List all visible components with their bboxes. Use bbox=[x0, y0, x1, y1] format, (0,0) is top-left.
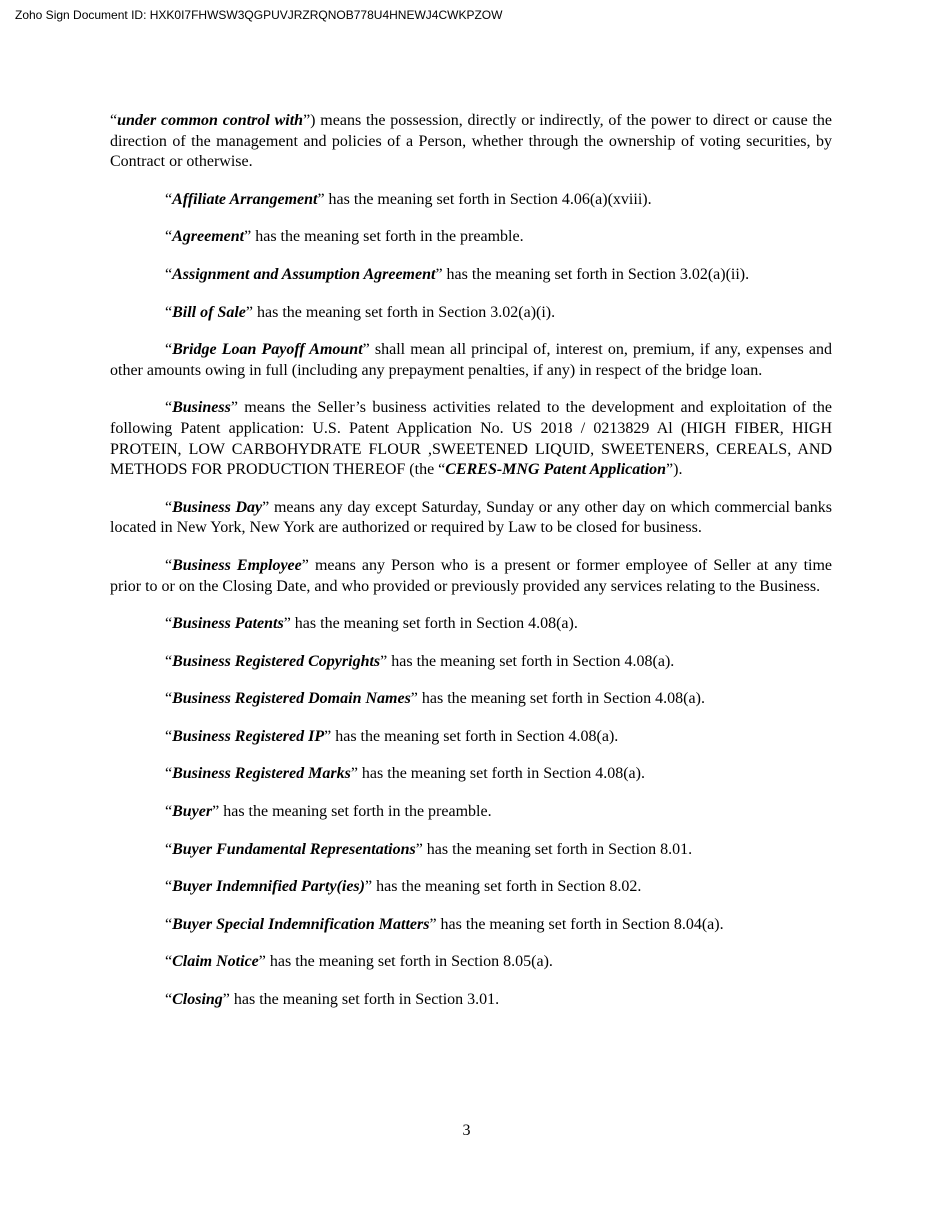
open-quote: “ bbox=[165, 399, 173, 417]
definition-paragraph bbox=[110, 727, 832, 748]
defined-term: Agreement bbox=[172, 228, 245, 246]
definition-text: ” has the meaning set forth in the preamble. bbox=[244, 228, 524, 246]
defined-term: Buyer Fundamental Representations bbox=[172, 840, 416, 858]
definition-text: ” has the meaning set forth in Section 8.04(a). bbox=[429, 915, 724, 933]
open-quote: “ bbox=[165, 498, 173, 516]
definition-paragraph bbox=[110, 764, 832, 785]
open-quote: “ bbox=[165, 556, 173, 574]
open-quote: “ bbox=[165, 265, 173, 283]
defined-term: under common control with bbox=[117, 112, 304, 129]
definition-text: ”) means the possession, directly or indirectly, of the power to direct or cause the direction of the management and policies of a Person, whether through the ownership of voting securities, by Contract or otherwise. bbox=[110, 112, 833, 171]
definition-paragraph bbox=[110, 952, 832, 973]
definition-paragraph bbox=[110, 303, 832, 324]
defined-term: Bill of Sale bbox=[172, 303, 246, 321]
definition-text: ” means the Seller’s business activities related to the development and exploitation of the following Patent application: U.S. Patent Application No. US 2018 / 0213829 Al (HIGH FIBER, HIGH PROTEIN, LOW CARBOHYDRATE FLOUR ,SWEETENED LIQUID, SWEETENERS, CEREALS, AND METHODS FOR PRODUCTION THEREOF (the “ bbox=[110, 399, 832, 479]
document-body bbox=[110, 111, 832, 1028]
definition-paragraph bbox=[110, 614, 832, 635]
definition-text: ” has the meaning set forth in Section 4.08(a). bbox=[283, 615, 578, 633]
definition-paragraph bbox=[110, 398, 832, 480]
definition-paragraph bbox=[110, 265, 832, 286]
defined-term: Assignment and Assumption Agreement bbox=[172, 265, 436, 283]
definition-text: ” has the meaning set forth in Section 8.01. bbox=[415, 840, 693, 858]
definition-paragraph bbox=[110, 840, 832, 861]
defined-term: Business Employee bbox=[172, 556, 302, 574]
defined-term: Business Registered Marks bbox=[172, 765, 351, 783]
defined-term: Business Registered Copyrights bbox=[172, 652, 381, 670]
definition-paragraph bbox=[110, 990, 832, 1011]
defined-term: Business Registered Domain Names bbox=[172, 690, 411, 708]
definition-paragraph bbox=[110, 802, 832, 823]
defined-term: Buyer Indemnified Party(ies) bbox=[172, 878, 365, 896]
defined-term: CERES-MNG Patent Application bbox=[445, 461, 667, 479]
definition-text: ” shall mean all principal of, interest on, premium, if any, expenses and other amounts owing in full (including any prepayment penalties, if any) in respect of the bridge loan. bbox=[110, 341, 833, 379]
definition-paragraph bbox=[110, 689, 832, 710]
definition-text: ” means any day except Saturday, Sunday or any other day on which commercial banks located in New York, New York are authorized or required by Law to be closed for business. bbox=[110, 498, 832, 537]
open-quote: “ bbox=[165, 803, 173, 821]
open-quote: “ bbox=[165, 615, 173, 633]
definition-text: ” has the meaning set forth in Section 3.02(a)(ii). bbox=[435, 265, 750, 283]
definition-text: ” has the meaning set forth in the preamble. bbox=[212, 803, 492, 821]
definition-paragraph bbox=[110, 227, 832, 248]
page-number: 3 bbox=[462, 1122, 471, 1139]
open-quote: “ bbox=[165, 228, 173, 246]
definition-text-tail: ”). bbox=[666, 461, 683, 479]
open-quote: “ bbox=[165, 341, 173, 359]
definition-text: ” means any Person who is a present or former employee of Seller at any time prior to or on the Closing Date, and who provided or previously provided any services relating to the Business. bbox=[110, 556, 833, 595]
open-quote: “ bbox=[165, 991, 173, 1009]
open-quote: “ bbox=[165, 303, 173, 321]
definition-text: ” has the meaning set forth in Section 4.08(a). bbox=[380, 652, 675, 670]
open-quote: “ bbox=[165, 765, 173, 783]
definition-paragraph bbox=[110, 652, 832, 673]
defined-term: Claim Notice bbox=[172, 953, 259, 971]
definition-text: ” has the meaning set forth in Section 4.08(a). bbox=[324, 727, 619, 745]
definition-text: ” has the meaning set forth in Section 8.02. bbox=[364, 878, 642, 896]
definition-text: ” has the meaning set forth in Section 4.08(a). bbox=[350, 765, 645, 783]
open-quote: “ bbox=[165, 878, 173, 896]
defined-term: Buyer bbox=[172, 803, 213, 821]
open-quote: “ bbox=[165, 652, 173, 670]
defined-term: Business Day bbox=[172, 498, 263, 516]
definition-text: ” has the meaning set forth in Section 3.01. bbox=[222, 991, 500, 1009]
definition-paragraph bbox=[110, 111, 832, 173]
open-quote: “ bbox=[110, 112, 118, 129]
open-quote: “ bbox=[165, 190, 173, 208]
definition-paragraph bbox=[110, 877, 832, 898]
definition-paragraph bbox=[110, 498, 832, 539]
defined-term: Closing bbox=[172, 991, 223, 1009]
definition-text: ” has the meaning set forth in Section 4.08(a). bbox=[410, 690, 705, 708]
defined-term: Bridge Loan Payoff Amount bbox=[172, 341, 363, 359]
open-quote: “ bbox=[165, 953, 173, 971]
definition-text: ” has the meaning set forth in Section 3.02(a)(i). bbox=[245, 303, 556, 321]
definition-paragraph bbox=[110, 915, 832, 936]
defined-term: Buyer Special Indemnification Matters bbox=[172, 915, 430, 933]
definition-paragraph bbox=[110, 190, 832, 211]
definition-text: ” has the meaning set forth in Section 8.05(a). bbox=[258, 953, 553, 971]
definition-paragraph bbox=[110, 340, 832, 381]
document-id-header: Zoho Sign Document ID: HXK0I7FHWSW3QGPUVJRZRQNOB778U4HNEWJ4CWKPZOW bbox=[15, 8, 503, 22]
definition-text: ” has the meaning set forth in Section 4.06(a)(xviii). bbox=[317, 190, 652, 208]
defined-term: Business Registered IP bbox=[172, 727, 325, 745]
definition-paragraph bbox=[110, 556, 832, 597]
open-quote: “ bbox=[165, 690, 173, 708]
open-quote: “ bbox=[165, 915, 173, 933]
defined-term: Business bbox=[172, 399, 231, 417]
defined-term: Affiliate Arrangement bbox=[172, 190, 318, 208]
open-quote: “ bbox=[165, 727, 173, 745]
open-quote: “ bbox=[165, 840, 173, 858]
defined-term: Business Patents bbox=[172, 615, 284, 633]
